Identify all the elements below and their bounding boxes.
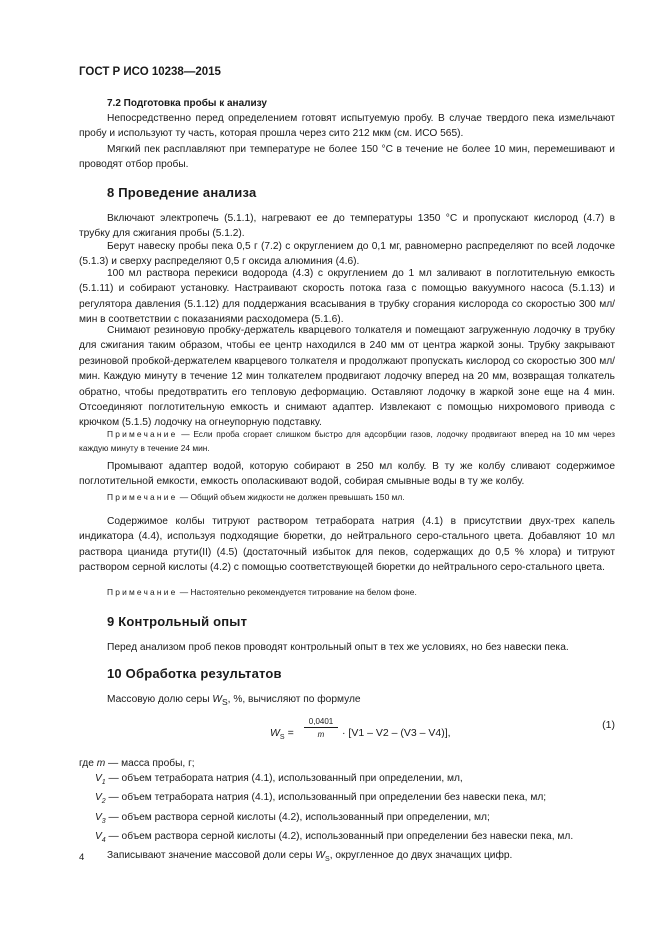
text: , %, вычисляют по формуле — [227, 694, 361, 705]
page-number: 4 — [79, 852, 85, 863]
standard-header: ГОСТ Р ИСО 10238—2015 — [79, 66, 221, 78]
symbol: $V_3$ — [95, 811, 106, 825]
definition-text: — объем раствора серной кислоты (4.2), использованный при определении без навески пека, мл. — [105, 830, 574, 842]
symbol-w: W — [212, 694, 222, 705]
note-lead: Примечание — [107, 587, 178, 597]
section-title-9: 9 Контрольный опыт — [107, 614, 248, 629]
subscript: S — [222, 697, 228, 708]
definition-v2 — [79, 790, 619, 809]
paragraph: Непосредственно перед определением готовят испытуемую пробу. В случае твердого пека измельчают пробу и используют ту часть, которая прошла через сито 212 мкм (см. ИСО 565). — [79, 113, 615, 140]
note-text: — Общий объем жидкости не должен превышать 150 мл. — [177, 492, 405, 502]
variable-definitions — [79, 756, 619, 867]
symbol: $V_2$ — [95, 792, 106, 806]
equals: = — [284, 727, 294, 739]
fraction-denominator: m — [317, 730, 325, 739]
paragraph: 100 мл раствора перекиси водорода (4.3) с округлением до 1 мл заливают в поглотительную емкость (5.1.11) и собирают установку. Настраивают скорость потока газа с помощью вакуумного насоса (5.1.13) и регулятора давления (5.1.12) для поддержания всасывания в трубку сгорания кислорода со скоростью 300 мл/мин в соответствии с показаниями расходомера (5.1.6). — [79, 268, 615, 326]
section-title-10: 10 Обработка результатов — [107, 666, 282, 681]
subscript: S — [325, 856, 330, 864]
paragraph: Включают электропечь (5.1.1), нагревают ее до температуры 1350 °С и пропускают кислород (4.7) в трубку для сжигания пробы (5.1.2). — [79, 213, 615, 240]
symbol: m — [96, 758, 106, 769]
note-lead: Примечание — [107, 492, 178, 502]
subscript: S — [279, 734, 285, 742]
symbol-w: W — [270, 727, 280, 739]
note — [79, 427, 615, 455]
symbol: $V_4$ — [95, 830, 106, 844]
note-text: — Настоятельно рекомендуется титрование на белом фоне. — [177, 587, 417, 597]
fraction-numerator: 0,0401 — [304, 717, 338, 728]
note-text: — Если проба сгорает слишком быстро для адсорбции газов, лодочку продвигают вперед на 10 мм через каждую минуту в течение 24 мин. — [79, 429, 615, 453]
text: Записывают значение массовой доли серы — [107, 850, 316, 862]
definition-v1 — [79, 771, 619, 790]
fraction — [304, 717, 338, 739]
paragraph: Содержимое колбы титруют раствором тетрабората натрия (4.1) в присутствии двух-трех капель индикатора (4.4), используя подходящие бюретки, до нейтрального серо-стального цвета. Добавляют 10 мл раствора цианида ртути(II) (4.5) (достаточный избыток для пеков, содержащих до 0,5 % хлора) и титруют раствором серной кислоты (4.2) с помощью соответствующей бюретки до нейтрального серо-стального цвета. — [79, 516, 615, 574]
final-paragraph — [79, 848, 619, 867]
paragraph: Перед анализом проб пеков проводят контрольный опыт в тех же условиях, но без навески пека. — [107, 642, 569, 653]
paragraph: Промывают адаптер водой, которую собирают в 250 мл колбу. В ту же колбу сливают содержимое поглотительной емкости, емкость ополаскивают водой, собирая смывные воды в ту же колбу. — [79, 461, 615, 488]
symbol-w: W — [315, 850, 326, 862]
note — [79, 585, 615, 599]
definition-m — [79, 756, 619, 771]
definition-v3 — [79, 810, 619, 829]
subsection-title-7-2: 7.2 Подготовка пробы к анализу — [107, 98, 267, 109]
formula-rhs: · [V1 – V2 – (V3 – V4)], — [342, 727, 451, 739]
definition-text: — объем тетрабората натрия (4.1), использованный при определении, мл, — [105, 773, 463, 785]
definition-text: — объем тетрабората натрия (4.1), использованный при определении без навески пека, мл; — [105, 792, 547, 804]
symbol: $V_1$ — [95, 773, 106, 787]
definition-text: — масса пробы, г; — [105, 758, 195, 769]
paragraph: Мягкий пек расплавляют при температуре не более 150 °С в течение не более 10 мин, перемешивают и проводят отбор пробы. — [79, 144, 615, 171]
text: Массовую долю серы — [107, 694, 213, 705]
paragraph: Берут навеску пробы пека 0,5 г (7.2) с округлением до 0,1 мг, равномерно распределяют по всей лодочке (5.1.3) и сверху распределяют 0,5 г оксида алюминия (4.6). — [79, 241, 615, 268]
where-label: где — [79, 758, 94, 769]
definition-v4 — [79, 829, 619, 848]
formula-lhs — [270, 727, 294, 741]
formula — [270, 714, 615, 750]
note — [79, 490, 615, 504]
section-title-8: 8 Проведение анализа — [107, 185, 257, 200]
text: , округленное до двух значащих цифр. — [329, 850, 513, 862]
definition-text: — объем раствора серной кислоты (4.2), использованный при определении, мл; — [105, 811, 490, 823]
note-lead: Примечание — [107, 429, 178, 439]
paragraph — [79, 692, 615, 710]
formula-number: (1) — [602, 719, 615, 731]
paragraph: Снимают резиновую пробку-держатель кварцевого толкателя и помещают загруженную лодочку в трубку для сжигания таким образом, чтобы ее центр находился в 240 мм от центра жаркой зоны. Трубку закрывают резиновой пробкой-держателем кварцевого толкателя и продолжают пропускать кислород со скоростью 300 мл/мин. Каждую минуту в течение 12 мин толкателем продвигают лодочку вперед на 20 мм, возвращая толкатель обратно, чтобы предотвратить его тепловую деформацию. Оставляют лодочку в жаркой зоне еще на 4 мин. Отсоединяют поглотительную емкость и снимают адаптер. Извлекают с помощью нихромового привода с крючком (5.1.5) лодочку на огнеупорную подставку. — [79, 325, 615, 429]
